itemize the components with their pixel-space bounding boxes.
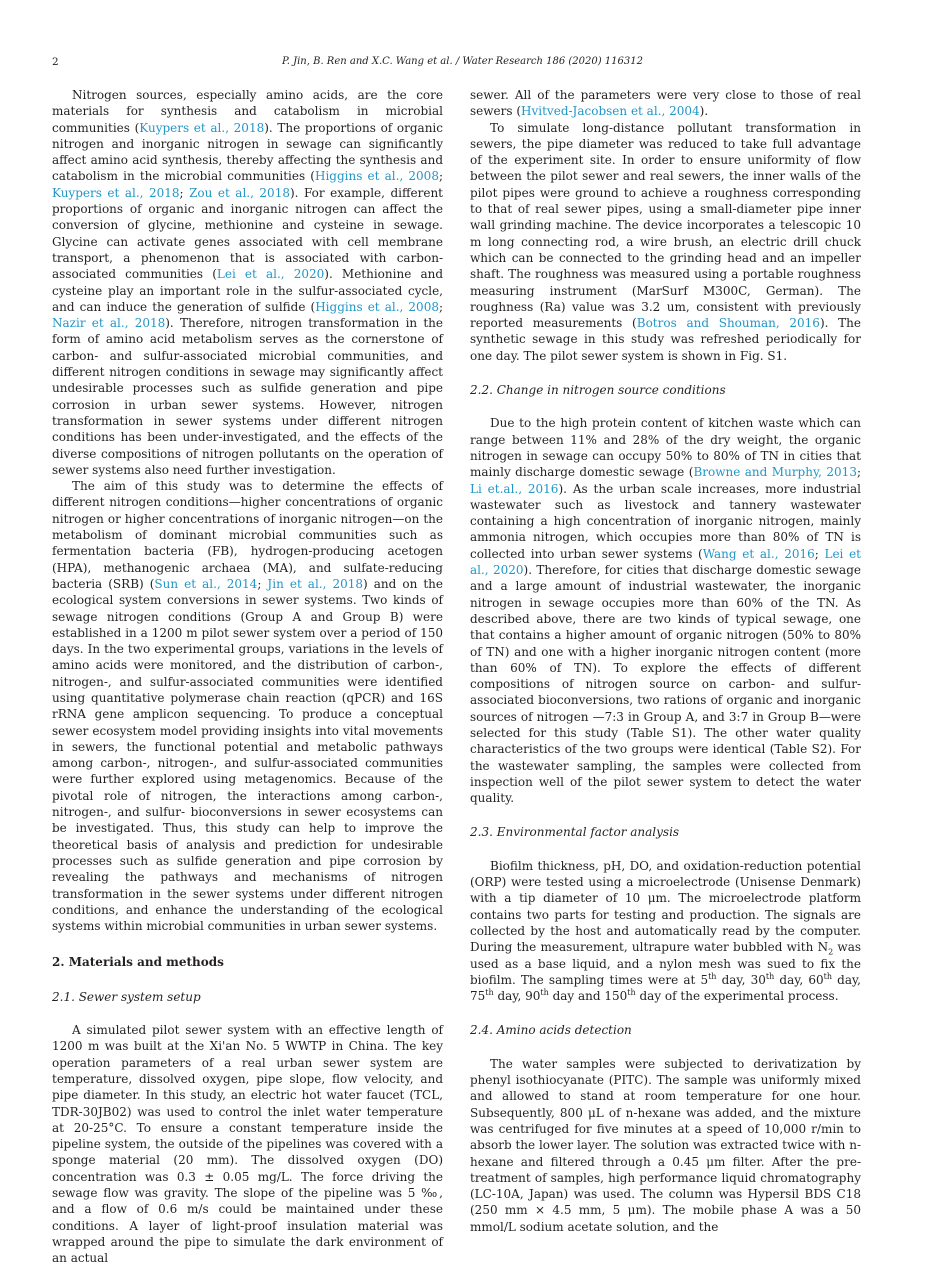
citation-link[interactable]: Wang et al., 2016: [702, 546, 815, 561]
citation-link[interactable]: Li et.al., 2016: [470, 481, 559, 496]
citation-link[interactable]: Hvitved-Jacobsen et al., 2004: [521, 104, 700, 119]
subsection-heading-environmental-factor: 2.3. Environmental factor analysis: [470, 825, 680, 840]
running-head: P. Jin, B. Ren and X.C. Wang et al. / Water Research 186 (2020) 116312: [282, 56, 643, 67]
paragraph-sewer-setup: A simulated pilot sewer system with an effective length of 1200 m was built at the Xi'an No. 5 WWTP in China. The key operation parameters of a real urban sewer system are temperature, dissolved oxygen, pipe slope, flow velocity, and pipe diameter. In this study, an electric hot water faucet (TCL, TDR-30JB02) was used to control the inlet water temperature at 20-25°C. To ensure a constant temperature inside the pipeline system, the outside of the pipelines was covered with a sponge material (20 mm). The dissolved oxygen (DO) concentration was 0.3 ± 0.05 mg/L. The force driving the sewage flow was gravity. The slope of the pipeline was 5 ‰, and a flow of 0.6 m/s could be maintained under these conditions. A layer of light-proof insulation material was wrapped around the pipe to simulate the dark environment of an actual: [52, 1023, 443, 1266]
section-heading-materials-methods: 2. Materials and methods: [52, 955, 224, 970]
citation-link[interactable]: Lei et al., 2020: [216, 267, 325, 282]
subsection-heading-nitrogen-source: 2.2. Change in nitrogen source conditions: [470, 383, 726, 398]
paragraph-nitrogen-source: Due to the high protein content of kitchen waste which can range between 11% and 28% of the dry weight, the organic nitrogen in sewage can occupy 50% to 80% of TN in cities that mainly discharge domestic sewage (Browne and Murphy, 2013; Li et.al., 2016). As the urban scale increases, more industrial wastewater such as livestock and tannery wastewater containing a high concentration of inorganic nitrogen, mainly ammonia nitrogen, which occupies more than 80% of TN is collected into urban sewer systems (Wang et al., 2016; Lei et al., 2020). Therefore, for cities that discharge domestic sewage and a large amount of industrial wastewater, the inorganic nitrogen in sewage occupies more than 60% of the TN. As described above, there are two kinds of typical sewage, one that contains a higher amount of organic nitrogen (50% to 80% of TN) and one with a higher inorganic nitrogen content (more than 60% of TN). To explore the effects of different compositions of nitrogen source on carbon- and sulfur-associated bioconversions, two rations of organic and inorganic sources of nitrogen —7:3 in Group A, and 3:7 in Group B—were selected for this study (Table S1). The other water quality characteristics of the two groups were identical (Table S2). For the wastewater sampling, the samples were collected from inspection well of the pilot sewer system to detect the water quality.: [470, 416, 862, 806]
citation-link[interactable]: Browne and Murphy, 2013: [693, 465, 857, 480]
citation-link[interactable]: Jin et al., 2018: [267, 576, 364, 591]
subsection-heading-sewer-setup: 2.1. Sewer system setup: [52, 989, 201, 1004]
right-column: [470, 87, 861, 1235]
paragraph-amino-acids: The water samples were subjected to derivatization by phenyl isothiocyanate (PITC). The sample was uniformly mixed and allowed to stand at room temperature for one hour. Subsequently, 800 μL of n-hexane was added, and the mixture was centrifuged for five minutes at a speed of 10,000 r/min to absorb the lower layer. The solution was extracted twice with n-hexane and filtered through a 0.45 μm filter. After the pre-treatment of samples, high performance liquid chromatography (LC-10A, Japan) was used. The column was Hypersil BDS C18 (250 mm × 4.5 mm, 5 μm). The mobile phase A was a 50 mmol/L sodium acetate solution, and the: [470, 1056, 861, 1234]
paragraph-environmental-factor: Biofilm thickness, pH, DO, and oxidation-reduction potential (ORP) were tested using a microelectrode (Unisense Denmark) with a tip diameter of 10 μm. The microelectrode platform contains two parts for testing and production. The signals are collected by the host and automatically read by the computer. During the measurement, ultrapure water bubbled with $N_2$ was used as a base liquid, and a nylon mesh was sued to fix the biofilm. The sampling times were at 5th day, 30th day, 60th day, 75th day, 90th day and 150th day of the experimental process.: [470, 858, 861, 1004]
citation-link[interactable]: Kuypers et al., 2018: [52, 185, 180, 200]
paragraph-pipe-roughness: To simulate long-distance pollutant transformation in sewers, the pipe diameter was reduced to take full advantage of the experiment site. In order to ensure uniformity of flow between the pilot sewer and real sewers, the inner walls of the pilot pipes were ground to achieve a roughness corresponding to that of real sewer pipes, using a small-diameter pipe inner wall grinding machine. The device incorporates a telescopic 10 m long connecting rod, a wire brush, an electric drill chuck which can be connected to the grinding head and an impeller shaft. The roughness was measured using a portable roughness measuring instrument (MarSurf M300C, German). The roughness (Ra) value was 3.2 um, consistent with previously reported measurements (Botros and Shouman, 2016). The synthetic sewage in this study was refreshed periodically for one day. The pilot sewer system is shown in Fig. S1.: [470, 120, 861, 363]
page-number: 2: [52, 56, 59, 68]
citation-link[interactable]: Lei et al., 2020: [470, 546, 861, 578]
paragraph-aim: The aim of this study was to determine the effects of different nitrogen conditions—higher concentrations of organic nitrogen or higher concentrations of inorganic nitrogen—on the metabolism of dominant microbial communities such as fermentation bacteria (FB), hydrogen-producing acetogen (HPA), methanogenic archaea (MA), and sulfate-reducing bacteria (SRB) (Sun et al., 2014; Jin et al., 2018) and on the ecological system conversions in sewer systems. Two kinds of sewage nitrogen conditions (Group A and Group B) were established in a 1200 m pilot sewer system over a period of 150 days. In the two experimental groups, variations in the levels of amino acids were monitored, and the distribution of carbon-, nitrogen-, and sulfur-associated communities were identified using quantitative polymerase chain reaction (qPCR) and 16S rRNA gene amplicon sequencing. To produce a conceptual sewer ecosystem model providing insights into vital movements in sewers, the functional potential and metabolic pathways among carbon-, nitrogen-, and sulfur-associated communities were further explored using metagenomics. Because of the pivotal role of nitrogen, the interactions among carbon-, nitrogen-, and sulfur- bioconversions in sewer ecosystems can be investigated. Thus, this study can help to improve the theoretical basis of analysis and prediction for undesirable processes such as sulfide generation and pipe corrosion by revealing the pathways and mechanisms of nitrogen transformation in the sewer systems under different nitrogen conditions, and enhance the understanding of the ecological systems within microbial communities in urban sewer systems.: [52, 479, 443, 934]
citation-link[interactable]: Nazir et al., 2018: [52, 316, 166, 331]
paragraph-intro-nitrogen: Nitrogen sources, especially amino acids, are the core materials for synthesis and catabolism in microbial communities (Kuypers et al., 2018). The proportions of organic nitrogen and inorganic nitrogen in sewage can significantly affect amino acid synthesis, thereby affecting the synthesis and catabolism in the microbial communities (Higgins et al., 2008; Kuypers et al., 2018; Zou et al., 2018). For example, different proportions of organic and inorganic nitrogen can affect the conversion of glycine, methionine and cysteine in sewage. Glycine can activate genes associated with cell membrane transport, a phenomenon that is associated with carbon-associated communities (Lei et al., 2020). Methionine and cysteine play an important role in the sulfur-associated cycle, and can induce the generation of sulfide (Higgins et al., 2008; Nazir et al., 2018). Therefore, nitrogen transformation in the form of amino acid metabolism serves as the cornerstone of carbon- and sulfur-associated microbial communities, and different nitrogen conditions in sewage may significantly affect undesirable processes such as sulfide generation and pipe corrosion in urban sewer systems. However, nitrogen transformation in sewer systems under different nitrogen conditions has been under-investigated, and the effects of the diverse compositions of nitrogen pollutants on the operation of sewer systems also need further investigation.: [52, 88, 444, 477]
citation-link[interactable]: Zou et al., 2018: [189, 185, 290, 200]
citation-link[interactable]: Higgins et al., 2008: [315, 299, 439, 314]
subsection-heading-amino-acids: 2.4. Amino acids detection: [470, 1023, 632, 1038]
citation-link[interactable]: Kuypers et al., 2018: [139, 120, 265, 135]
citation-link[interactable]: Higgins et al., 2008: [315, 169, 439, 184]
left-column: [52, 87, 443, 1266]
citation-link[interactable]: Botros and Shouman, 2016: [636, 316, 820, 331]
citation-link[interactable]: Sun et al., 2014: [154, 576, 258, 591]
paragraph-sewer-continued: sewer. All of the parameters were very close to those of real sewers (Hvitved-Jacobsen et al., 2004).: [470, 88, 861, 119]
